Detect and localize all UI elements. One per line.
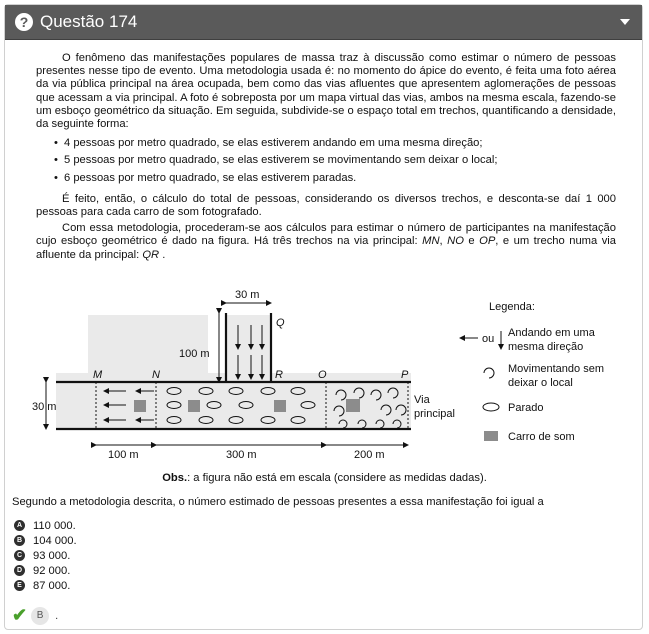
- option-d[interactable]: D 92 000.: [14, 563, 77, 578]
- ellipse-icon: [483, 403, 499, 411]
- dim-no: 300 m: [226, 449, 257, 461]
- dim-op: 200 m: [354, 449, 385, 461]
- legend-car: Carro de som: [508, 431, 575, 443]
- swirl-icon: [484, 368, 494, 378]
- option-letter: E: [14, 580, 25, 591]
- option-letter: D: [14, 565, 25, 576]
- legend-title: Legenda:: [489, 301, 535, 313]
- list-item: • 6 pessoas por metro quadrado, se elas estiverem paradas.: [36, 172, 616, 185]
- street-diagram: [32, 283, 622, 473]
- point-n: N: [152, 369, 160, 381]
- legend-move-2: deixar o local: [508, 377, 573, 389]
- point-r: R: [275, 369, 283, 381]
- options-list: [14, 518, 77, 593]
- question-circle-icon: ?: [15, 13, 33, 31]
- legend-walk-2: mesma direção: [508, 341, 584, 353]
- option-letter: B: [14, 535, 25, 546]
- dim-mn: 100 m: [108, 449, 139, 461]
- point-p: P: [401, 369, 409, 381]
- question-title: Questão 174: [40, 12, 138, 31]
- point-m: M: [93, 369, 103, 381]
- caret-down-icon[interactable]: [620, 19, 630, 25]
- paragraph-2: É feito, então, o cálculo do total de pessoas, considerando os diversos trechos, e desconta-se daí 1 000 pessoas para cada carro de som fotografado.: [36, 192, 616, 219]
- legend-move-1: Movimentando sem: [508, 363, 604, 375]
- legend-or: ou: [482, 333, 495, 345]
- via-label-1: Via: [414, 394, 430, 406]
- dim-vertical: 100 m: [179, 348, 210, 360]
- dim-top: 30 m: [235, 289, 260, 301]
- list-item: • 5 pessoas por metro quadrado, se elas estiverem se movimentando sem deixar o local;: [36, 154, 616, 167]
- point-o: O: [318, 369, 327, 381]
- density-list: [36, 137, 616, 185]
- answer-badge: B: [31, 607, 49, 625]
- paragraph-1: O fenômeno das manifestações populares de massa traz à discussão como estimar o número de pessoas presentes nesse tipo de evento. Uma metodologia usada é: no momento do ápice do evento, é feita uma foto aérea da via pública principal na área ocupada, bem como das vias afluentes que apresentem aglomerações de pessoas que acessam a via principal. A foto é sobreposta por um mapa virtual das vias, ambos na mesma escala, fazendo-se um esboço geométrico da situação. Em seguida, subdivide-se o espaço total em trechos, quantificando a densidade, da seguinte forma:: [36, 52, 616, 131]
- option-a[interactable]: A 110 000.: [14, 518, 77, 533]
- option-b[interactable]: B 104 000.: [14, 533, 77, 548]
- dim-road: 30 m: [32, 401, 57, 413]
- question-text: [36, 52, 616, 262]
- figure-note: Obs.: a figura não está em escala (considere as medidas dadas).: [162, 472, 487, 484]
- answer-row: ✔ B .: [12, 605, 59, 625]
- point-q: Q: [276, 317, 285, 329]
- check-icon: ✔: [12, 605, 28, 625]
- option-letter: A: [14, 520, 25, 531]
- list-item: • 4 pessoas por metro quadrado, se elas estiverem andando em uma mesma direção;: [36, 137, 616, 150]
- option-c[interactable]: C 93 000.: [14, 548, 77, 563]
- legend-walk-1: Andando em uma: [508, 327, 595, 339]
- via-label-2: principal: [414, 408, 455, 420]
- option-e[interactable]: E 87 000.: [14, 578, 77, 593]
- question-stem: Segundo a metodologia descrita, o número estimado de pessoas presentes a essa manifestação foi igual a: [12, 496, 544, 508]
- legend-stop: Parado: [508, 402, 544, 414]
- paragraph-3: Com essa metodologia, procederam-se aos cálculos para estimar o número de participantes na manifestação cujo esboço geométrico é dado na figura. Há três trechos na via principal: MN, NO e OP, e um trecho numa via afluente da principal: QR .: [36, 222, 616, 261]
- car-icon: [484, 431, 498, 441]
- option-letter: C: [14, 550, 25, 561]
- question-header[interactable]: [5, 5, 642, 40]
